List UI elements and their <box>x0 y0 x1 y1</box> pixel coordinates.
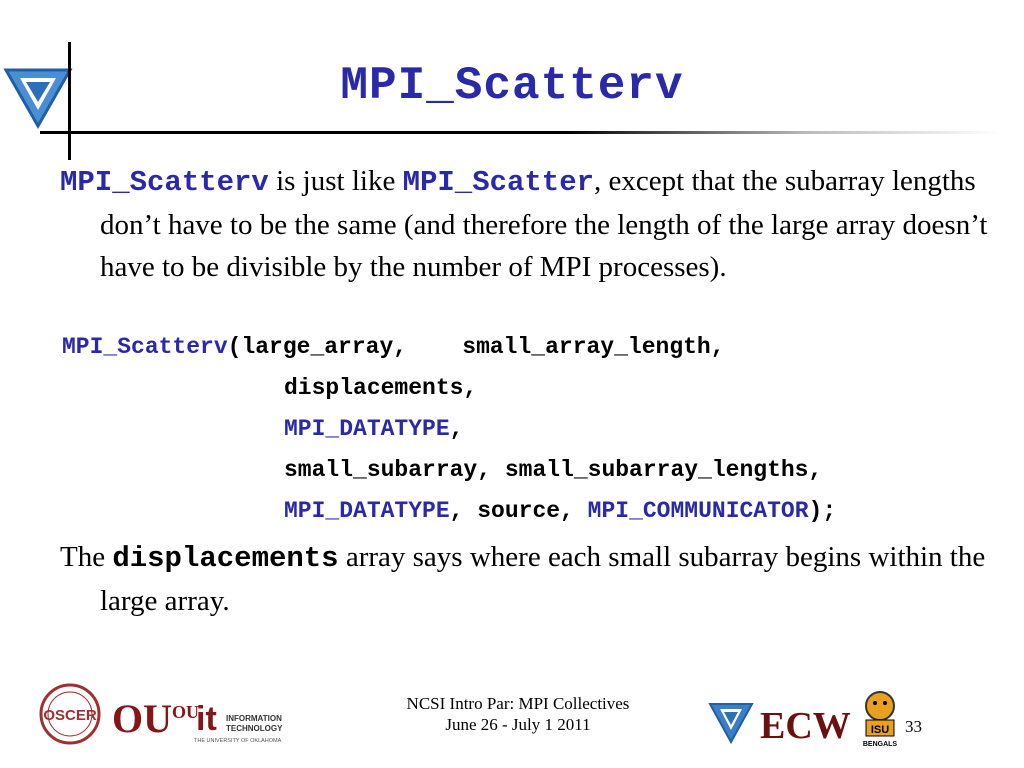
inline-code-displacements: displacements <box>112 542 339 575</box>
oscer-logo-text: OSCER <box>43 707 97 724</box>
footer-dates: June 26 - July 1 2011 <box>445 715 591 734</box>
inline-code-mpi-scatterv: MPI_Scatterv <box>60 166 269 199</box>
it-text-2: TECHNOLOGY <box>226 724 283 733</box>
footer-course: NCSI Intro Par: MPI Collectives <box>406 694 630 713</box>
disp-text-1: The <box>60 541 113 573</box>
code-args-1: (large_array, small_array_length, <box>227 334 725 360</box>
code-line-3 <box>284 414 463 444</box>
code-source: , source, <box>449 498 588 524</box>
isu-sub-text: BENGALS <box>862 741 898 748</box>
inline-code-mpi-scatter: MPI_Scatter <box>402 166 595 199</box>
ou-logo-text: OU <box>112 696 172 741</box>
code-line-2: displacements, <box>284 375 478 401</box>
footer-triangle-logo <box>708 700 754 744</box>
code-line-4: small_subarray, small_subarray_lengths, <box>284 457 823 483</box>
code-communicator: MPI_COMMUNICATOR <box>587 498 809 524</box>
code-comma: , <box>449 416 464 442</box>
svg-text:OU: OU <box>172 702 199 722</box>
disp-text-2: array says where each small subarray begins within the large array. <box>100 541 986 617</box>
code-datatype-2: MPI_DATATYPE <box>284 498 450 524</box>
ecsu-logo-text: ECW <box>760 705 851 747</box>
svg-text:it: it <box>196 700 217 738</box>
intro-text-1: is just like <box>268 165 403 197</box>
paragraph-intro <box>60 160 1000 288</box>
code-line-5 <box>284 496 836 526</box>
code-end: ); <box>808 498 837 524</box>
horizontal-rule <box>40 131 1000 134</box>
slide-title: MPI_Scatterv <box>340 60 684 112</box>
footer-info <box>368 693 668 735</box>
paragraph-displacements <box>60 536 1000 622</box>
ou-it-logo <box>170 688 288 746</box>
ou-logo <box>112 688 172 746</box>
oscer-logo <box>24 683 116 745</box>
it-sub-text: THE UNIVERSITY OF OKLAHOMA <box>194 738 282 744</box>
code-datatype-1: MPI_DATATYPE <box>284 416 450 442</box>
code-line-1 <box>62 332 725 362</box>
isu-bengals-logo <box>858 688 902 750</box>
page-number: 33 <box>905 717 922 736</box>
intro-text-2: , except that the subarray lengths don’t have to be the same (and therefore the length of the large array doesn’t have to be divisible by the number of MPI processes). <box>100 165 988 283</box>
ecsu-logo <box>758 700 851 748</box>
code-function-name: MPI_Scatterv <box>62 334 228 360</box>
isu-logo-text: ISU <box>870 724 890 736</box>
it-text-1: INFORMATION <box>226 714 282 723</box>
